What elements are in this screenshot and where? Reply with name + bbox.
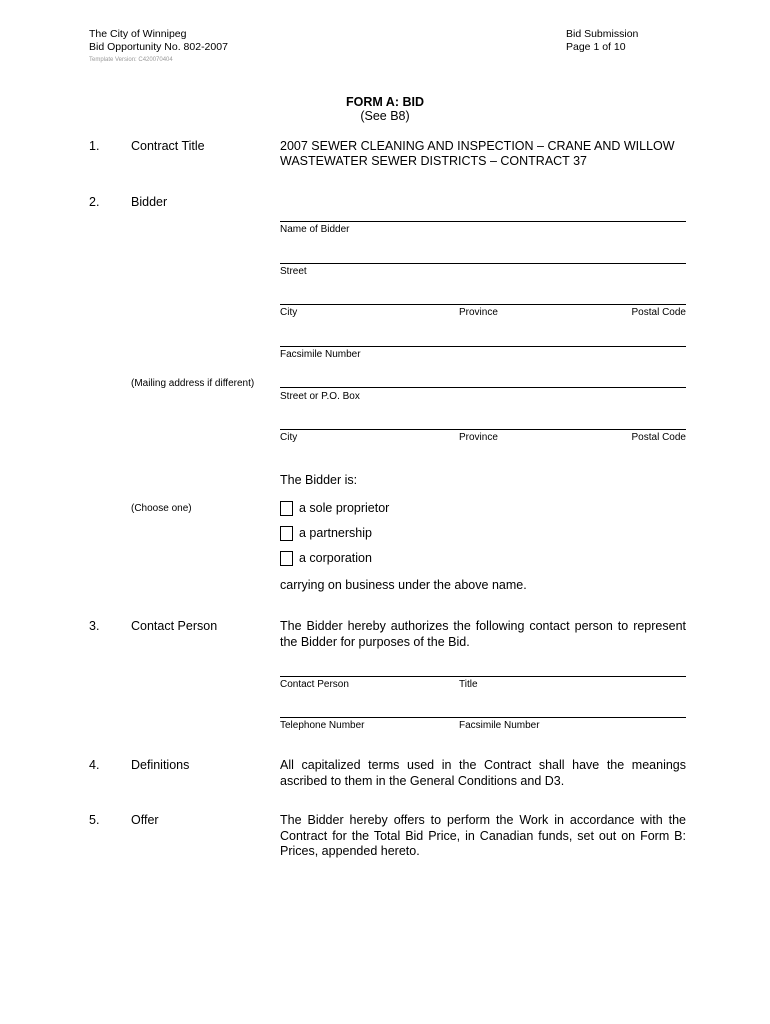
header-org: The City of Winnipeg xyxy=(89,28,187,40)
contract-title-line-2: WASTEWATER SEWER DISTRICTS – CONTRACT 37 xyxy=(280,154,587,168)
contract-title-line-1: 2007 SEWER CLEANING AND INSPECTION – CRANE AND WILLOW xyxy=(280,139,675,153)
bidder-is-text: The Bidder is: xyxy=(280,473,358,487)
offer-text: The Bidder hereby offers to perform the Work in accordance with the Contract for the Total Bid Price, in Canadian funds, set out on Form B: Prices, appended hereto. xyxy=(280,813,686,858)
city-label: City xyxy=(280,307,298,318)
mailing-postal-code-label: Postal Code xyxy=(631,432,686,443)
section-5-label: Offer xyxy=(131,813,159,827)
contact-person-field-label: Contact Person xyxy=(280,679,349,690)
header-doc-type: Bid Submission xyxy=(566,28,639,40)
form-see-ref: (See B8) xyxy=(360,109,410,123)
section-3-label: Contact Person xyxy=(131,619,218,633)
section-4-label: Definitions xyxy=(131,758,190,772)
contact-phone-fax-field[interactable] xyxy=(280,717,686,718)
section-3-number: 3. xyxy=(89,619,100,633)
definitions-text: All capitalized terms used in the Contract shall have the meanings ascribed to them in the General Conditions and D3. xyxy=(280,758,686,788)
city-province-postal-field[interactable] xyxy=(280,304,686,305)
checkbox-sole-proprietor[interactable] xyxy=(280,501,293,516)
name-of-bidder-label: Name of Bidder xyxy=(280,224,350,235)
checkbox-partnership[interactable] xyxy=(280,526,293,541)
form-title: FORM A: BID xyxy=(346,95,424,109)
section-5-number: 5. xyxy=(89,813,100,827)
mailing-city-province-postal-field[interactable] xyxy=(280,429,686,430)
mailing-address-note: (Mailing address if different) xyxy=(131,378,255,389)
option-corporation[interactable] xyxy=(280,549,372,567)
option-sole-proprietor-label: a sole proprietor xyxy=(299,501,390,515)
section-1-number: 1. xyxy=(89,139,100,153)
street-label: Street xyxy=(280,266,307,277)
header-page-number: Page 1 of 10 xyxy=(566,41,626,53)
title-field-label: Title xyxy=(459,679,478,690)
name-of-bidder-field[interactable] xyxy=(280,221,686,222)
facsimile-field[interactable] xyxy=(280,346,686,347)
province-label: Province xyxy=(459,307,498,318)
option-sole-proprietor[interactable] xyxy=(280,499,389,517)
template-version: Template Version: C420070404 xyxy=(89,57,173,63)
section-1-label: Contract Title xyxy=(131,139,205,153)
option-partnership-label: a partnership xyxy=(299,526,372,540)
telephone-number-label: Telephone Number xyxy=(280,720,365,731)
choose-one-note: (Choose one) xyxy=(131,503,192,514)
contact-facsimile-label: Facsimile Number xyxy=(459,720,540,731)
checkbox-corporation[interactable] xyxy=(280,551,293,566)
section-2-number: 2. xyxy=(89,195,100,209)
contact-person-text: The Bidder hereby authorizes the following contact person to represent the Bidder for purposes of the Bid. xyxy=(280,619,686,649)
postal-code-label: Postal Code xyxy=(631,307,686,318)
contact-person-field[interactable] xyxy=(280,676,686,677)
street-field[interactable] xyxy=(280,263,686,264)
option-corporation-label: a corporation xyxy=(299,551,372,565)
pobox-field[interactable] xyxy=(280,387,686,388)
facsimile-label: Facsimile Number xyxy=(280,349,361,360)
mailing-province-label: Province xyxy=(459,432,498,443)
option-partnership[interactable] xyxy=(280,524,372,542)
pobox-label: Street or P.O. Box xyxy=(280,391,360,402)
header-bid-opportunity: Bid Opportunity No. 802-2007 xyxy=(89,41,228,53)
mailing-city-label: City xyxy=(280,432,298,443)
section-2-label: Bidder xyxy=(131,195,168,209)
carrying-on-text: carrying on business under the above name. xyxy=(280,578,527,592)
section-4-number: 4. xyxy=(89,758,100,772)
